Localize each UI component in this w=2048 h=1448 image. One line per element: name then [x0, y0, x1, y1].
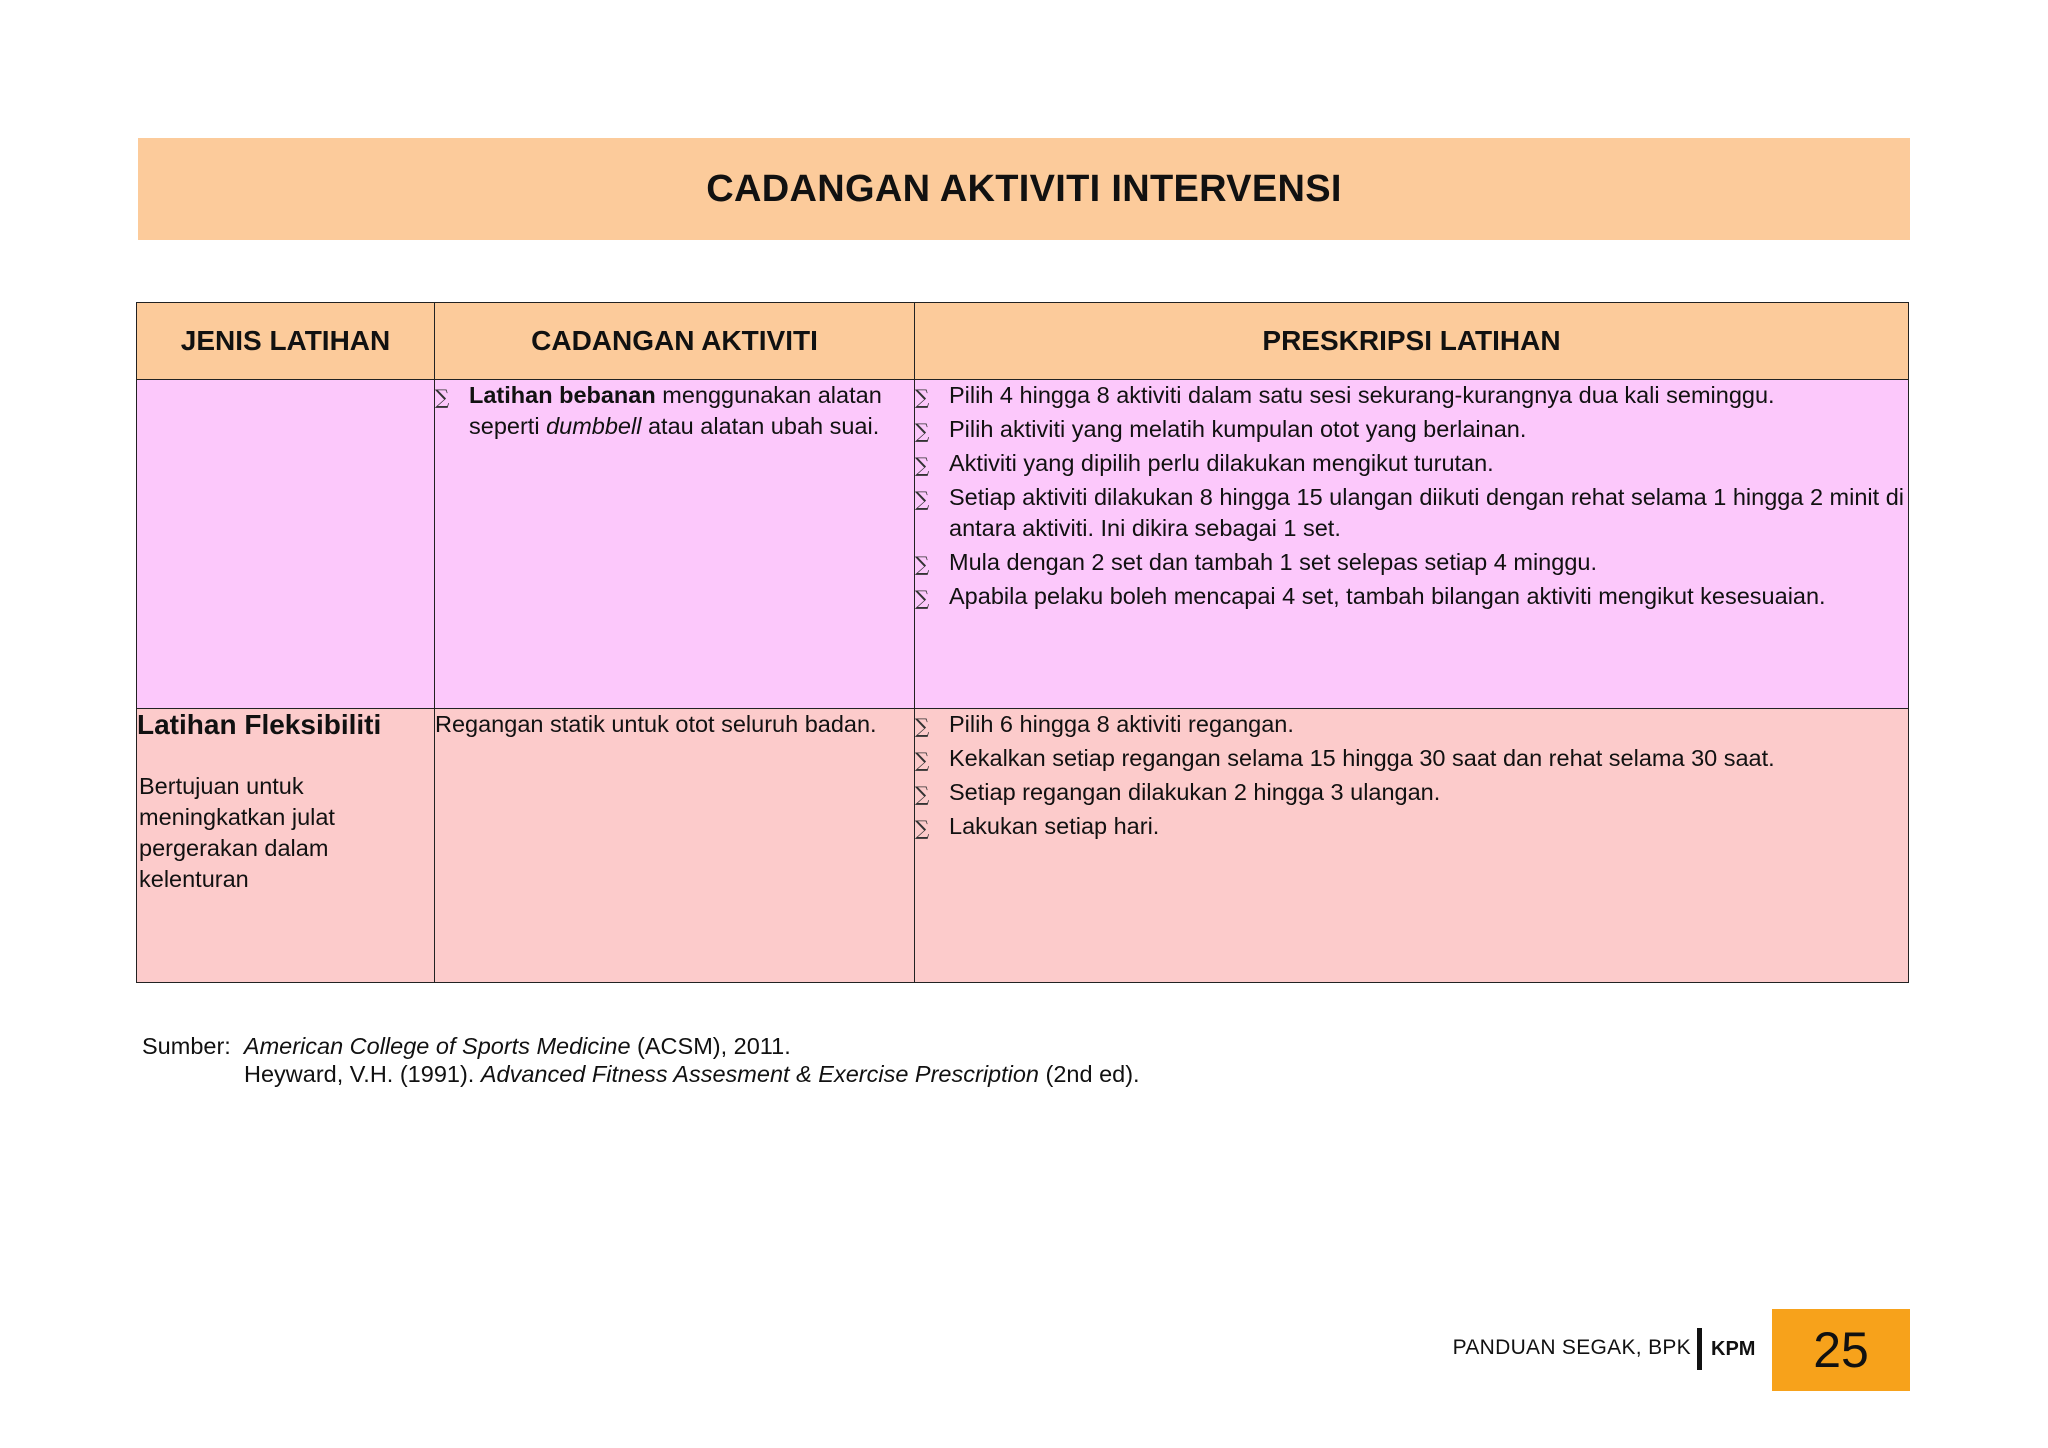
activity-text: Regangan statik untuk otot seluruh badan.: [435, 711, 877, 737]
table-row-fleksibiliti: [137, 709, 1909, 983]
intervention-table: [136, 302, 1909, 983]
source-line-2: [142, 1060, 1140, 1088]
jenis-cell-empty: [137, 380, 435, 709]
table-header-row: [137, 303, 1909, 380]
prescription-text: Kekalkan setiap regangan selama 15 hingga 30 saat dan rehat selama 30 saat.: [949, 745, 1775, 771]
header-preskripsi-latihan: PRESKRIPSI LATIHAN: [915, 303, 1909, 380]
summation-bullet-icon: ∑: [915, 385, 930, 409]
preskripsi-cell: [915, 380, 1909, 709]
list-item: [915, 448, 1908, 479]
table-row-bebanan: [137, 380, 1909, 709]
summation-bullet-icon: ∑: [915, 782, 930, 806]
summation-bullet-icon: ∑: [915, 714, 930, 738]
sources-label: Sumber:: [142, 1033, 231, 1059]
list-item: [915, 414, 1908, 445]
list-item: [915, 709, 1908, 740]
summation-bullet-icon: ∑: [915, 487, 930, 511]
list-item: [915, 811, 1908, 842]
source-detail: (2nd ed).: [1039, 1061, 1140, 1087]
summation-bullet-icon: ∑: [915, 586, 930, 610]
preskripsi-cell: [915, 709, 1909, 983]
summation-bullet-icon: ∑: [915, 816, 930, 840]
source-title: American College of Sports Medicine: [243, 1033, 631, 1059]
list-item: [915, 743, 1908, 774]
activity-text: atau alatan ubah suai.: [641, 413, 880, 439]
sources: [142, 1032, 1140, 1088]
footer-org: KPM: [1711, 1338, 1756, 1360]
summation-bullet-icon: ∑: [435, 385, 450, 409]
header-cadangan-aktiviti: CADANGAN AKTIVITI: [435, 303, 915, 380]
jenis-title: Latihan Fleksibiliti: [137, 709, 382, 740]
list-item: [915, 380, 1908, 411]
header-jenis-latihan: JENIS LATIHAN: [137, 303, 435, 380]
list-item: [915, 547, 1908, 578]
activity-italic: dumbbell: [546, 413, 642, 439]
jenis-cell: [137, 709, 435, 983]
source-title: Advanced Fitness Assesment & Exercise Prescription: [480, 1061, 1039, 1087]
footer-text: PANDUAN SEGAK, BPK: [1452, 1336, 1691, 1359]
page-number-box: [1772, 1309, 1910, 1391]
page-number: 25: [1813, 1322, 1869, 1378]
page-title: CADANGAN AKTIVITI INTERVENSI: [706, 167, 1342, 210]
summation-bullet-icon: ∑: [915, 552, 930, 576]
prescription-text: Lakukan setiap hari.: [949, 813, 1160, 839]
activity-bold: Latihan bebanan: [469, 382, 656, 408]
title-banner: [138, 138, 1910, 240]
jenis-description: Bertujuan untuk meningkatkan julat pergerakan dalam kelenturan: [139, 773, 335, 892]
prescription-text: Setiap aktiviti dilakukan 8 hingga 15 ulangan diikuti dengan rehat selama 1 hingga 2 minit di antara aktiviti. Ini dikira sebagai 1 set.: [949, 484, 1904, 541]
cadangan-cell: [435, 380, 915, 709]
prescription-text: Aktiviti yang dipilih perlu dilakukan mengikut turutan.: [949, 450, 1494, 476]
summation-bullet-icon: ∑: [915, 748, 930, 772]
source-detail: (ACSM), 2011.: [630, 1033, 791, 1059]
prescription-text: Apabila pelaku boleh mencapai 4 set, tambah bilangan aktiviti mengikut kesesuaian.: [949, 583, 1826, 609]
source-line-1: [142, 1032, 1140, 1060]
prescription-text: Mula dengan 2 set dan tambah 1 set selepas setiap 4 minggu.: [949, 549, 1597, 575]
summation-bullet-icon: ∑: [915, 453, 930, 477]
list-item: [915, 581, 1908, 612]
list-item: [435, 380, 914, 442]
list-item: [915, 777, 1908, 808]
prescription-text: Setiap regangan dilakukan 2 hingga 3 ulangan.: [949, 779, 1441, 805]
footer-divider: [1697, 1328, 1702, 1370]
cadangan-cell: [435, 709, 915, 983]
prescription-text: Pilih 4 hingga 8 aktiviti dalam satu sesi sekurang-kurangnya dua kali seminggu.: [949, 382, 1775, 408]
activity-text: menggunakan alatan seperti: [469, 382, 882, 439]
source-author: Heyward, V.H. (1991).: [244, 1061, 481, 1087]
prescription-text: Pilih 6 hingga 8 aktiviti regangan.: [949, 711, 1294, 737]
prescription-text: Pilih aktiviti yang melatih kumpulan otot yang berlainan.: [949, 416, 1527, 442]
summation-bullet-icon: ∑: [915, 419, 930, 443]
list-item: [915, 482, 1908, 544]
